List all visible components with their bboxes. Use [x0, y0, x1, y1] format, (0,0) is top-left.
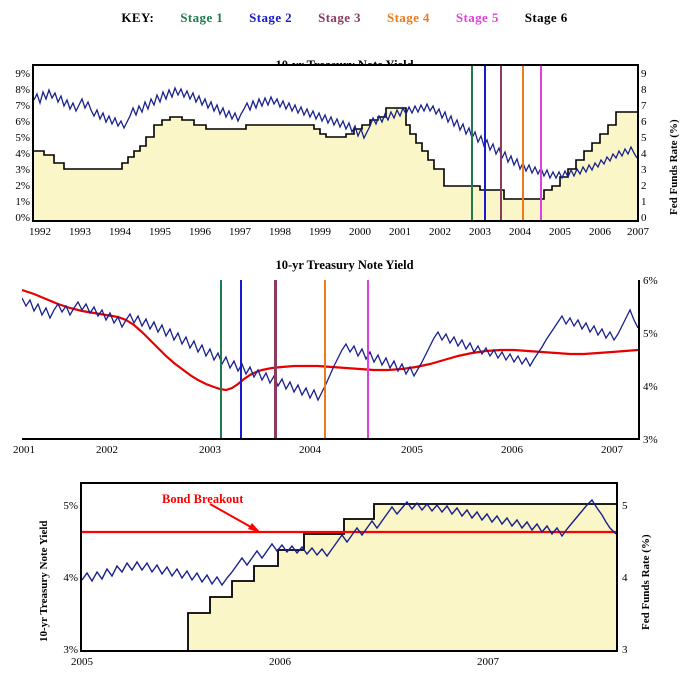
- xtick-mid-2007: 2007: [601, 444, 623, 456]
- key-stage-5: Stage 5: [455, 10, 499, 25]
- ytick-mid-4: 4%: [643, 381, 658, 393]
- xtick-top-1997: 1997: [229, 226, 251, 238]
- xtick-top-2005: 2005: [549, 226, 571, 238]
- xtick-top-2006: 2006: [589, 226, 611, 238]
- ytick-right-6: 6: [641, 116, 647, 128]
- chart-top-plot: [32, 64, 639, 222]
- ytick-right-0: 0: [641, 212, 647, 224]
- ytick-right-7: 7: [641, 100, 647, 112]
- xtick-bot-2007: 2007: [477, 656, 499, 668]
- ytick-right-3: 3: [641, 164, 647, 176]
- chart-top-fedfunds-area: [34, 108, 637, 220]
- stage-line-3-mid: [274, 280, 277, 438]
- stage-line-4-mid: [324, 280, 326, 438]
- ytick-bot-right-4: 4: [622, 572, 628, 584]
- xtick-top-2004: 2004: [509, 226, 531, 238]
- stage-line-2-top: [484, 66, 486, 220]
- ytick-right-4: 4: [641, 148, 647, 160]
- chart-top-right-axis-label: Fed Funds Rate (%): [668, 119, 680, 215]
- xtick-top-2000: 2000: [349, 226, 371, 238]
- chart-bottom-plot: [80, 482, 618, 652]
- ytick-mid-3: 3%: [643, 434, 658, 446]
- stage-line-1-mid: [220, 280, 222, 438]
- ytick-bot-right-3: 3: [622, 644, 628, 656]
- ytick-left-9: 9%: [15, 68, 30, 80]
- ytick-right-9: 9: [641, 68, 647, 80]
- ytick-left-7: 7%: [15, 100, 30, 112]
- chart-middle-plot: [22, 280, 640, 440]
- chart-top: [0, 30, 689, 245]
- stage-line-2-mid: [240, 280, 242, 438]
- ytick-left-0: 0%: [15, 212, 30, 224]
- xtick-mid-2001: 2001: [13, 444, 35, 456]
- xtick-top-1996: 1996: [189, 226, 211, 238]
- ytick-left-8: 8%: [15, 84, 30, 96]
- chart-bottom-left-axis-label: 10-yr Treasury Note Yield: [38, 520, 50, 642]
- stage-key-legend: [0, 6, 689, 30]
- xtick-top-1995: 1995: [149, 226, 171, 238]
- ytick-bot-left-3: 3%: [63, 644, 78, 656]
- ytick-bot-left-4: 4%: [63, 572, 78, 584]
- stage-line-4-top: [522, 66, 524, 220]
- xtick-mid-2003: 2003: [199, 444, 221, 456]
- xtick-mid-2005: 2005: [401, 444, 423, 456]
- ytick-left-3: 3%: [15, 164, 30, 176]
- xtick-top-1998: 1998: [269, 226, 291, 238]
- xtick-mid-2004: 2004: [299, 444, 321, 456]
- xtick-mid-2002: 2002: [96, 444, 118, 456]
- ytick-right-5: 5: [641, 132, 647, 144]
- key-stage-6: Stage 6: [524, 10, 568, 25]
- xtick-top-1994: 1994: [109, 226, 131, 238]
- ytick-right-1: 1: [641, 196, 647, 208]
- xtick-top-2003: 2003: [469, 226, 491, 238]
- chart-bottom-right-axis-label: Fed Funds Rate (%): [640, 534, 652, 630]
- key-stage-1: Stage 1: [180, 10, 224, 25]
- key-stage-2: Stage 2: [249, 10, 293, 25]
- ytick-right-8: 8: [641, 84, 647, 96]
- xtick-bot-2006: 2006: [269, 656, 291, 668]
- chart-middle-yield-line: [22, 298, 638, 400]
- ytick-left-6: 6%: [15, 116, 30, 128]
- ytick-left-4: 4%: [15, 148, 30, 160]
- chart-bottom: [0, 470, 689, 684]
- ytick-left-2: 2%: [15, 180, 30, 192]
- ytick-bot-left-5: 5%: [63, 500, 78, 512]
- xtick-top-1992: 1992: [29, 226, 51, 238]
- ytick-left-1: 1%: [15, 196, 30, 208]
- ytick-bot-right-5: 5: [622, 500, 628, 512]
- chart-bottom-svg: [82, 484, 616, 650]
- stage-line-5-mid: [367, 280, 369, 438]
- xtick-top-1993: 1993: [69, 226, 91, 238]
- xtick-top-2007: 2007: [627, 226, 649, 238]
- xtick-top-1999: 1999: [309, 226, 331, 238]
- xtick-mid-2006: 2006: [501, 444, 523, 456]
- stage-line-5-top: [540, 66, 542, 220]
- chart-top-svg: [34, 66, 637, 220]
- stage-line-1-top: [471, 66, 473, 220]
- bond-breakout-label: Bond Breakout: [162, 492, 244, 506]
- ytick-mid-6: 6%: [643, 275, 658, 287]
- stage-line-3-top: [500, 66, 502, 220]
- chart-middle: [0, 252, 689, 462]
- key-title: KEY:: [121, 10, 155, 25]
- ytick-left-5: 5%: [15, 132, 30, 144]
- chart-middle-svg: [22, 280, 638, 438]
- xtick-top-2002: 2002: [429, 226, 451, 238]
- xtick-top-2001: 2001: [389, 226, 411, 238]
- chart-middle-title: 10-yr Treasury Note Yield: [275, 258, 414, 272]
- ytick-mid-5: 5%: [643, 328, 658, 340]
- xtick-bot-2005: 2005: [71, 656, 93, 668]
- key-stage-4: Stage 4: [386, 10, 430, 25]
- key-stage-3: Stage 3: [318, 10, 361, 25]
- ytick-right-2: 2: [641, 180, 647, 192]
